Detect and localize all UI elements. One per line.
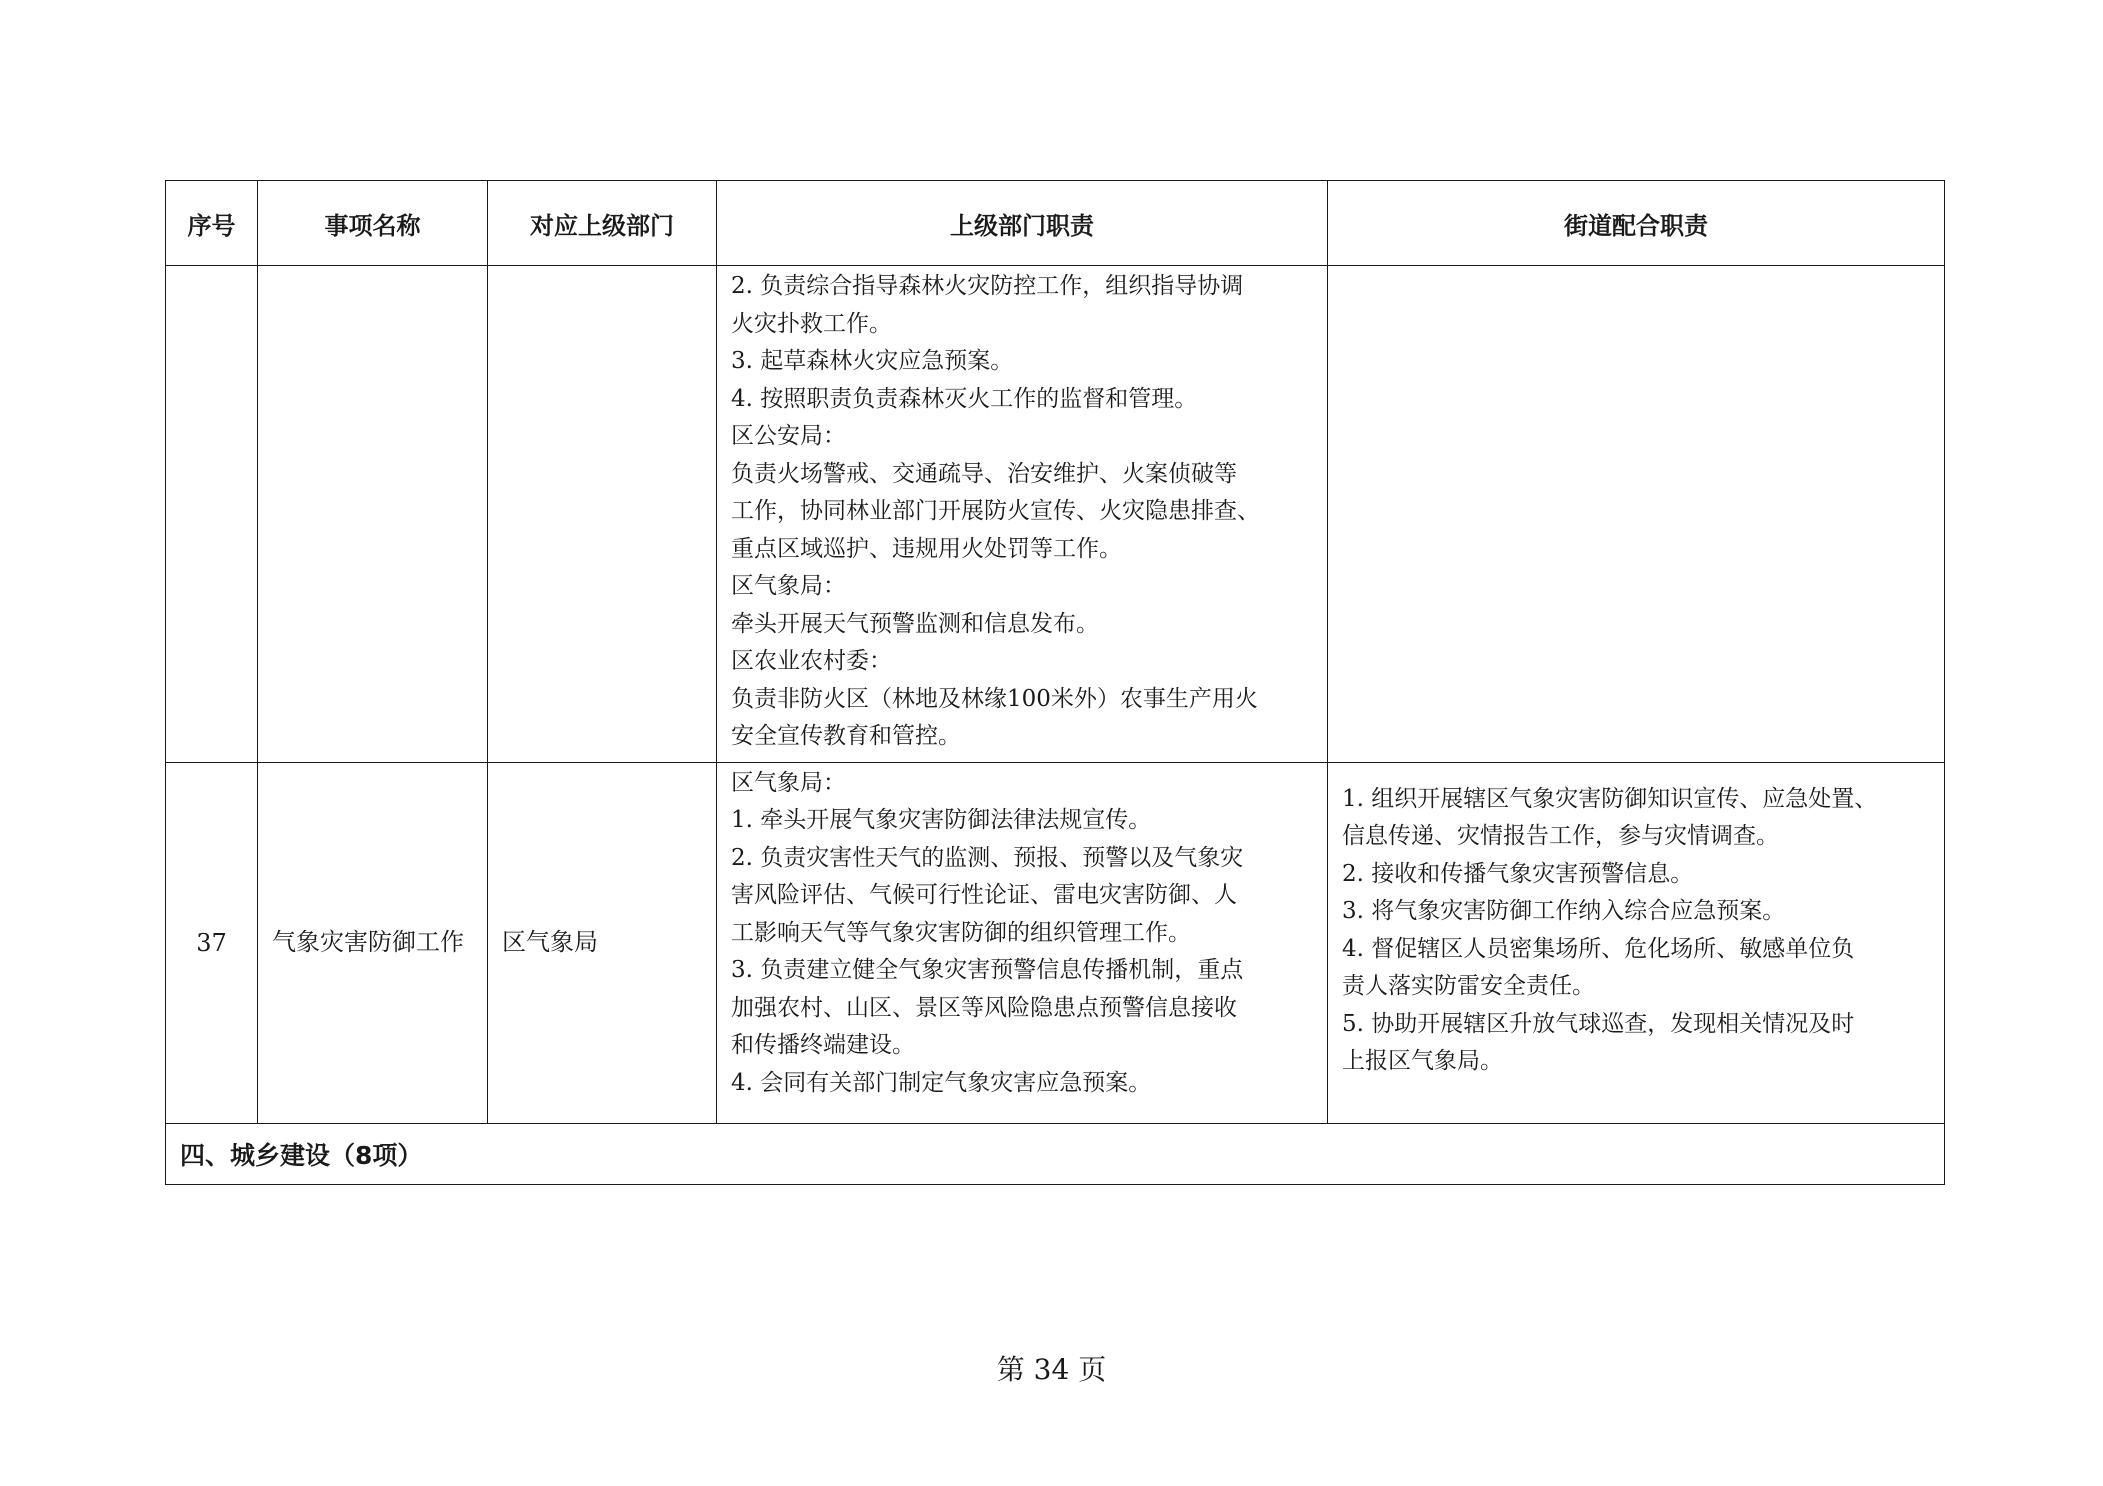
duty-line: 安全宣传教育和管控。 (731, 723, 961, 749)
duty-line: 火灾扑救工作。 (731, 310, 892, 337)
header-number: 序号 (166, 181, 258, 266)
section-row (166, 1123, 1945, 1184)
duty-line: 和传播终端建设。 (731, 1032, 915, 1058)
header-street-duties: 街道配合职责 (1328, 181, 1945, 266)
duty-line: 4. 会同有关部门制定气象灾害应急预案。 (731, 1069, 1152, 1096)
cell-street-duties (1328, 762, 1945, 1123)
duty-line: 4. 按照职责负责森林灭火工作的监督和管理。 (731, 385, 1198, 412)
duty-line: 重点区域巡护、违规用火处罚等工作。 (731, 535, 1122, 562)
header-upper-department: 对应上级部门 (488, 181, 717, 266)
duty-line: 4. 督促辖区人员密集场所、危化场所、敏感单位负 (1342, 935, 1855, 962)
cell-upper-duties (717, 266, 1328, 763)
duty-line: 3. 负责建立健全气象灾害预警信息传播机制，重点 (731, 957, 1244, 983)
header-upper-duties: 上级部门职责 (717, 181, 1328, 266)
cell-item-name (258, 266, 488, 763)
duty-line: 3. 起草森林火灾应急预案。 (731, 348, 1014, 374)
cell-street-duties (1328, 266, 1945, 763)
duty-line: 上报区气象局。 (1342, 1048, 1503, 1074)
cell-item-name: 气象灾害防御工作 (258, 762, 488, 1123)
duty-line: 工作，协同林业部门开展防火宣传、火灾隐患排查、 (731, 498, 1260, 524)
duty-table (165, 180, 1945, 1185)
table-row-37 (166, 762, 1945, 1123)
duty-line: 1. 牵头开展气象灾害防御法律法规宣传。 (731, 807, 1152, 833)
duty-line: 负责非防火区（林地及林缘100米外）农事生产用火 (731, 685, 1258, 712)
header-item-name: 事项名称 (258, 181, 488, 266)
cell-number: 37 (166, 762, 258, 1123)
duty-line: 加强农村、山区、景区等风险隐患点预警信息接收 (731, 994, 1237, 1021)
duty-line: 区气象局： (731, 769, 846, 796)
section-heading: 四、城乡建设（8项） (166, 1123, 1945, 1184)
table-row-continuation (166, 266, 1945, 763)
duty-line: 负责火场警戒、交通疏导、治安维护、火案侦破等 (731, 460, 1237, 487)
duty-line: 1. 组织开展辖区气象灾害防御知识宣传、应急处置、 (1342, 785, 1878, 812)
duty-line: 2. 接收和传播气象灾害预警信息。 (1342, 860, 1694, 887)
cell-department: 区气象局 (488, 762, 717, 1123)
duty-line: 责人落实防雷安全责任。 (1342, 973, 1595, 999)
duty-line: 区公安局： (731, 423, 846, 449)
duty-line: 信息传递、灾情报告工作，参与灾情调查。 (1342, 823, 1779, 849)
cell-department (488, 266, 717, 763)
cell-upper-duties (717, 762, 1328, 1123)
duty-line: 牵头开展天气预警监测和信息发布。 (731, 610, 1099, 637)
duty-line: 工影响天气等气象灾害防御的组织管理工作。 (731, 919, 1191, 946)
duty-line: 2. 负责灾害性天气的监测、预报、预警以及气象灾 (731, 844, 1244, 871)
cell-number (166, 266, 258, 763)
header-row (166, 181, 1945, 266)
duty-line: 3. 将气象灾害防御工作纳入综合应急预案。 (1342, 898, 1786, 924)
page-number: 第 34 页 (996, 1353, 1107, 1386)
duty-line: 害风险评估、气候可行性论证、雷电灾害防御、人 (731, 882, 1237, 908)
duty-line: 区气象局： (731, 573, 846, 599)
duty-line: 区农业农村委： (731, 648, 892, 674)
duty-line: 5. 协助开展辖区升放气球巡查，发现相关情况及时 (1342, 1010, 1855, 1037)
duty-line: 2. 负责综合指导森林火灾防控工作，组织指导协调 (731, 273, 1244, 299)
